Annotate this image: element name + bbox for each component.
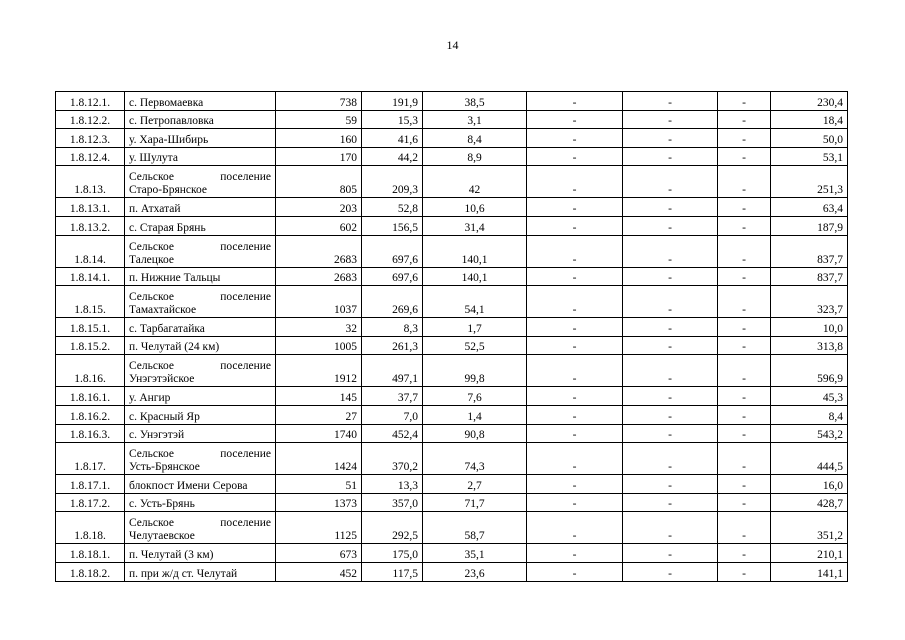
row-code: 1.8.18.	[56, 512, 125, 544]
row-value-3: 1,4	[423, 405, 527, 424]
row-value-3: 10,6	[423, 198, 527, 217]
row-value-6: -	[718, 355, 771, 387]
row-value-6: -	[718, 443, 771, 475]
row-code: 1.8.17.	[56, 443, 125, 475]
row-total: 141,1	[771, 562, 848, 581]
row-total: 543,2	[771, 424, 848, 443]
row-total: 187,9	[771, 216, 848, 235]
table-row	[56, 147, 848, 166]
row-value-6: -	[718, 387, 771, 406]
row-value-6: -	[718, 336, 771, 355]
table-row	[56, 493, 848, 512]
row-value-5: -	[623, 216, 718, 235]
row-code: 1.8.16.	[56, 355, 125, 387]
row-code: 1.8.12.1.	[56, 92, 125, 111]
row-value-1: 27	[276, 405, 362, 424]
table-row	[56, 443, 848, 475]
row-code: 1.8.13.	[56, 166, 125, 198]
row-code: 1.8.15.2.	[56, 336, 125, 355]
row-value-5: -	[623, 405, 718, 424]
table-row	[56, 216, 848, 235]
table-row	[56, 318, 848, 337]
row-value-4: -	[527, 424, 623, 443]
row-code: 1.8.18.2.	[56, 562, 125, 581]
row-value-5: -	[623, 235, 718, 267]
table-row	[56, 92, 848, 111]
row-value-6: -	[718, 475, 771, 494]
row-value-4: -	[527, 129, 623, 148]
row-name-line2: Усть-Брянское	[129, 461, 200, 474]
table-row	[56, 110, 848, 129]
row-value-1: 738	[276, 92, 362, 111]
row-value-2: 175,0	[362, 544, 423, 563]
table-row	[56, 235, 848, 267]
row-code: 1.8.12.2.	[56, 110, 125, 129]
row-value-6: -	[718, 512, 771, 544]
row-value-3: 74,3	[423, 443, 527, 475]
row-code: 1.8.15.1.	[56, 318, 125, 337]
row-value-4: -	[527, 336, 623, 355]
row-value-1: 145	[276, 387, 362, 406]
row-value-5: -	[623, 544, 718, 563]
row-value-3: 42	[423, 166, 527, 198]
row-value-2: 452,4	[362, 424, 423, 443]
row-value-1: 2683	[276, 235, 362, 267]
row-value-5: -	[623, 443, 718, 475]
row-name: с. Усть-Брянь	[125, 493, 276, 512]
row-value-5: -	[623, 387, 718, 406]
row-total: 313,8	[771, 336, 848, 355]
row-code: 1.8.16.3.	[56, 424, 125, 443]
row-code: 1.8.13.1.	[56, 198, 125, 217]
row-value-5: -	[623, 424, 718, 443]
row-value-6: -	[718, 198, 771, 217]
row-value-5: -	[623, 475, 718, 494]
row-value-1: 1373	[276, 493, 362, 512]
row-name	[125, 166, 276, 198]
row-value-2: 370,2	[362, 443, 423, 475]
row-name: у. Ангир	[125, 387, 276, 406]
row-value-5: -	[623, 562, 718, 581]
row-value-5: -	[623, 493, 718, 512]
row-value-1: 452	[276, 562, 362, 581]
table-row	[56, 198, 848, 217]
row-name-line1: Сельское поселение	[129, 171, 271, 184]
row-name	[125, 235, 276, 267]
row-value-6: -	[718, 562, 771, 581]
row-name: с. Старая Брянь	[125, 216, 276, 235]
row-total: 50,0	[771, 129, 848, 148]
row-value-2: 697,6	[362, 235, 423, 267]
table-row	[56, 405, 848, 424]
row-name	[125, 443, 276, 475]
row-value-6: -	[718, 235, 771, 267]
row-code: 1.8.17.2.	[56, 493, 125, 512]
row-value-6: -	[718, 318, 771, 337]
row-value-6: -	[718, 493, 771, 512]
row-value-3: 3,1	[423, 110, 527, 129]
row-value-3: 90,8	[423, 424, 527, 443]
row-value-5: -	[623, 267, 718, 286]
row-total: 45,3	[771, 387, 848, 406]
row-value-3: 58,7	[423, 512, 527, 544]
table-row	[56, 475, 848, 494]
row-name: п. при ж/д ст. Челутай	[125, 562, 276, 581]
row-value-4: -	[527, 267, 623, 286]
row-value-4: -	[527, 216, 623, 235]
row-value-3: 140,1	[423, 235, 527, 267]
row-value-5: -	[623, 110, 718, 129]
row-name: у. Хара-Шибирь	[125, 129, 276, 148]
row-name-line2: Унэгэтэйское	[129, 373, 195, 386]
row-total: 8,4	[771, 405, 848, 424]
row-value-6: -	[718, 92, 771, 111]
page-number: 14	[446, 38, 459, 52]
table-row	[56, 512, 848, 544]
row-name-line1: Сельское поселение	[129, 291, 271, 304]
row-value-1: 1912	[276, 355, 362, 387]
row-value-4: -	[527, 443, 623, 475]
row-name-line2: Тамахтайское	[129, 304, 197, 317]
row-name: у. Шулута	[125, 147, 276, 166]
row-value-6: -	[718, 166, 771, 198]
row-value-3: 38,5	[423, 92, 527, 111]
row-value-1: 1005	[276, 336, 362, 355]
row-value-1: 2683	[276, 267, 362, 286]
row-value-3: 35,1	[423, 544, 527, 563]
row-value-3: 1,7	[423, 318, 527, 337]
row-value-4: -	[527, 562, 623, 581]
row-value-1: 160	[276, 129, 362, 148]
row-name: п. Атхатай	[125, 198, 276, 217]
row-value-2: 156,5	[362, 216, 423, 235]
row-code: 1.8.13.2.	[56, 216, 125, 235]
row-value-4: -	[527, 387, 623, 406]
row-value-4: -	[527, 355, 623, 387]
row-value-2: 697,6	[362, 267, 423, 286]
row-value-2: 209,3	[362, 166, 423, 198]
table-row	[56, 355, 848, 387]
row-value-2: 269,6	[362, 286, 423, 318]
row-value-4: -	[527, 235, 623, 267]
row-code: 1.8.12.3.	[56, 129, 125, 148]
row-code: 1.8.18.1.	[56, 544, 125, 563]
row-value-2: 37,7	[362, 387, 423, 406]
table-row	[56, 387, 848, 406]
table-row	[56, 267, 848, 286]
row-value-4: -	[527, 147, 623, 166]
row-value-1: 1424	[276, 443, 362, 475]
row-value-3: 54,1	[423, 286, 527, 318]
row-name-line2: Талецкое	[129, 253, 174, 266]
row-value-5: -	[623, 92, 718, 111]
row-value-2: 44,2	[362, 147, 423, 166]
row-value-2: 292,5	[362, 512, 423, 544]
row-code: 1.8.14.	[56, 235, 125, 267]
row-value-3: 99,8	[423, 355, 527, 387]
row-name: п. Нижние Тальцы	[125, 267, 276, 286]
row-name: с. Первомаевка	[125, 92, 276, 111]
row-name: с. Тарбагатайка	[125, 318, 276, 337]
row-value-6: -	[718, 424, 771, 443]
row-value-3: 2,7	[423, 475, 527, 494]
row-value-6: -	[718, 286, 771, 318]
row-value-6: -	[718, 267, 771, 286]
row-name: с. Унэгэтэй	[125, 424, 276, 443]
row-value-2: 15,3	[362, 110, 423, 129]
row-name	[125, 355, 276, 387]
row-value-2: 8,3	[362, 318, 423, 337]
table-row	[56, 166, 848, 198]
row-value-5: -	[623, 147, 718, 166]
row-value-5: -	[623, 318, 718, 337]
row-total: 230,4	[771, 92, 848, 111]
row-value-5: -	[623, 336, 718, 355]
row-value-3: 8,4	[423, 129, 527, 148]
row-code: 1.8.15.	[56, 286, 125, 318]
table-row	[56, 562, 848, 581]
table-row	[56, 424, 848, 443]
row-value-2: 7,0	[362, 405, 423, 424]
row-value-1: 602	[276, 216, 362, 235]
row-value-4: -	[527, 198, 623, 217]
row-value-3: 7,6	[423, 387, 527, 406]
row-name	[125, 286, 276, 318]
row-value-2: 261,3	[362, 336, 423, 355]
row-total: 63,4	[771, 198, 848, 217]
row-value-4: -	[527, 512, 623, 544]
row-name: п. Челутай (24 км)	[125, 336, 276, 355]
row-value-2: 41,6	[362, 129, 423, 148]
row-name: п. Челутай (3 км)	[125, 544, 276, 563]
row-total: 18,4	[771, 110, 848, 129]
row-value-6: -	[718, 544, 771, 563]
row-value-1: 51	[276, 475, 362, 494]
row-value-5: -	[623, 198, 718, 217]
row-value-1: 32	[276, 318, 362, 337]
row-value-2: 117,5	[362, 562, 423, 581]
row-name	[125, 512, 276, 544]
row-value-1: 203	[276, 198, 362, 217]
row-name: с. Красный Яр	[125, 405, 276, 424]
row-total: 428,7	[771, 493, 848, 512]
row-total: 444,5	[771, 443, 848, 475]
row-value-3: 23,6	[423, 562, 527, 581]
row-value-4: -	[527, 318, 623, 337]
row-total: 16,0	[771, 475, 848, 494]
row-value-2: 497,1	[362, 355, 423, 387]
row-total: 53,1	[771, 147, 848, 166]
row-value-1: 1740	[276, 424, 362, 443]
table-row	[56, 544, 848, 563]
row-value-4: -	[527, 286, 623, 318]
row-value-5: -	[623, 166, 718, 198]
row-value-1: 673	[276, 544, 362, 563]
row-code: 1.8.14.1.	[56, 267, 125, 286]
row-value-1: 59	[276, 110, 362, 129]
table-row	[56, 286, 848, 318]
row-code: 1.8.16.2.	[56, 405, 125, 424]
row-total: 837,7	[771, 235, 848, 267]
row-value-3: 52,5	[423, 336, 527, 355]
row-value-6: -	[718, 216, 771, 235]
row-value-2: 191,9	[362, 92, 423, 111]
row-value-4: -	[527, 493, 623, 512]
row-value-2: 13,3	[362, 475, 423, 494]
row-total: 323,7	[771, 286, 848, 318]
row-total: 251,3	[771, 166, 848, 198]
row-name: с. Петропавловка	[125, 110, 276, 129]
row-value-1: 1125	[276, 512, 362, 544]
row-value-5: -	[623, 355, 718, 387]
row-value-4: -	[527, 544, 623, 563]
row-value-6: -	[718, 129, 771, 148]
row-total: 210,1	[771, 544, 848, 563]
row-value-2: 52,8	[362, 198, 423, 217]
table-row	[56, 129, 848, 148]
row-value-6: -	[718, 110, 771, 129]
row-value-4: -	[527, 110, 623, 129]
row-code: 1.8.16.1.	[56, 387, 125, 406]
row-value-4: -	[527, 475, 623, 494]
row-code: 1.8.12.4.	[56, 147, 125, 166]
row-value-1: 1037	[276, 286, 362, 318]
row-total: 837,7	[771, 267, 848, 286]
row-value-5: -	[623, 512, 718, 544]
row-name-line1: Сельское поселение	[129, 517, 271, 530]
table-body	[56, 92, 848, 582]
row-value-4: -	[527, 92, 623, 111]
row-name-line1: Сельское поселение	[129, 360, 271, 373]
row-value-4: -	[527, 166, 623, 198]
row-value-5: -	[623, 286, 718, 318]
row-name: блокпост Имени Серова	[125, 475, 276, 494]
row-name-line2: Старо-Брянское	[129, 184, 208, 197]
row-value-1: 805	[276, 166, 362, 198]
row-total: 351,2	[771, 512, 848, 544]
table-row	[56, 336, 848, 355]
row-value-4: -	[527, 405, 623, 424]
row-value-6: -	[718, 147, 771, 166]
row-name-line2: Челутаевское	[129, 530, 195, 543]
row-value-1: 170	[276, 147, 362, 166]
row-total: 596,9	[771, 355, 848, 387]
row-total: 10,0	[771, 318, 848, 337]
row-value-6: -	[718, 405, 771, 424]
row-value-3: 71,7	[423, 493, 527, 512]
row-value-3: 8,9	[423, 147, 527, 166]
row-value-2: 357,0	[362, 493, 423, 512]
row-name-line1: Сельское поселение	[129, 240, 271, 253]
row-value-3: 140,1	[423, 267, 527, 286]
row-code: 1.8.17.1.	[56, 475, 125, 494]
data-table	[55, 91, 848, 582]
row-name-line1: Сельское поселение	[129, 448, 271, 461]
row-value-3: 31,4	[423, 216, 527, 235]
row-value-5: -	[623, 129, 718, 148]
